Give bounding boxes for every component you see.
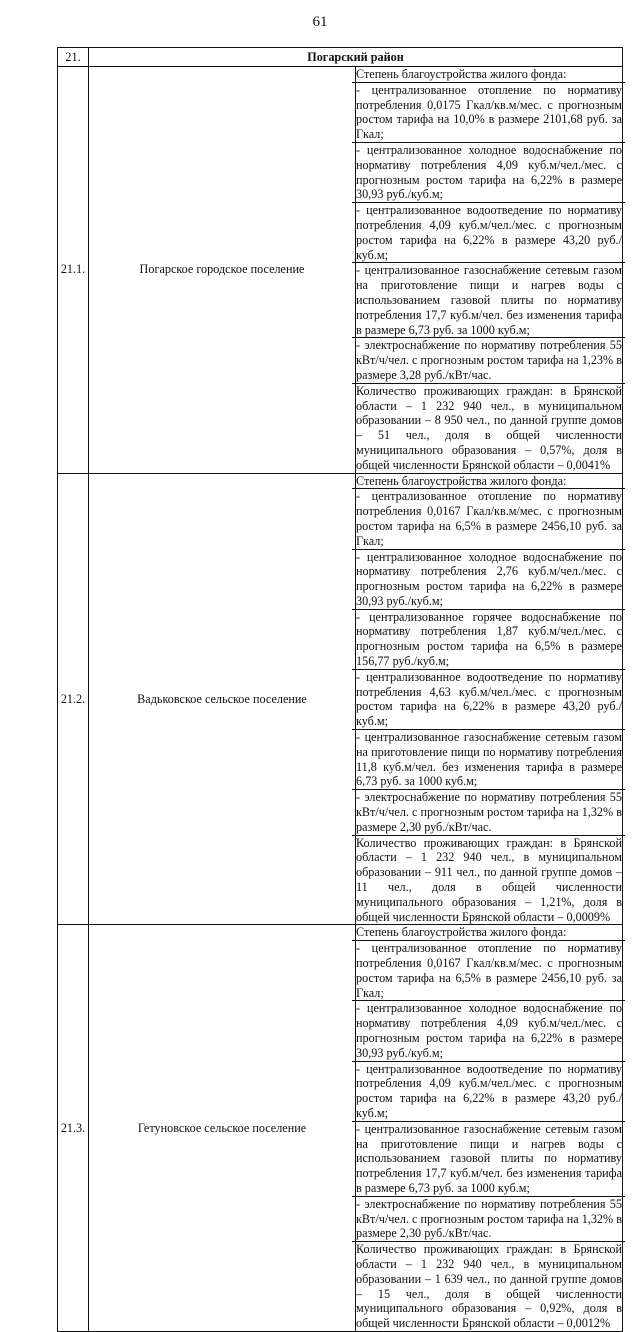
content-line: Степень благоустройства жилого фонда: — [356, 67, 567, 81]
content-line: - централизованное газоснабжение сетевым газом на приготовление пищи и нагрев воды с использованием газовой плиты по нормативу потребления 17,7 куб.м/чел. без изменения тарифа в размере 6,73 руб. за 1000 куб.м; — [352, 262, 625, 337]
content-line: Количество проживающих граждан: в Брянской области – 1 232 940 чел., в муниципальном образовании – 8 950 чел., по данной группе домов – 51 чел., доля в общей численности муниципального образования – 0,57%, доля в общей численности Брянской области – 0,0041% — [352, 383, 625, 473]
row-number: 21.1. — [58, 67, 89, 474]
content-line: - централизованное отопление по нормативу потребления 0,0167 Гкал/кв.м/мес. с прогнозным ростом тарифа на 6,5% в размере 2456,10 руб. за Гкал; — [352, 488, 625, 548]
content-line: - централизованное водоотведение по нормативу потребления 4,09 куб.м/чел./мес. с прогнозным ростом тарифа на 6,22% в размере 43,20 руб./куб.м; — [352, 202, 625, 262]
content-line: - централизованное газоснабжение сетевым газом на приготовление пищи и нагрев воды с использованием газовой плиты по нормативу потребления 17,7 куб.м/чел. без изменения тарифа в размере 6,73 руб. за 1000 куб.м; — [352, 1121, 625, 1196]
settlement-name — [89, 473, 356, 925]
content-line: - централизованное холодное водоснабжение по нормативу потребления 2,76 куб.м/чел./мес. с прогнозным ростом тарифа на 6,22% в размере 30,93 руб./куб.м; — [352, 549, 625, 609]
settlement-name-text: Гетуновское сельское поселение — [137, 1120, 307, 1135]
content-line: Степень благоустройства жилого фонда: — [356, 925, 567, 940]
content-line: - централизованное холодное водоснабжение по нормативу потребления 4,09 куб.м/чел./мес. с прогнозным ростом тарифа на 6,22% в размере 30,93 руб./куб.м; — [352, 1000, 625, 1060]
content-line: Степень благоустройства жилого фонда: — [356, 473, 567, 488]
section-title: Погарский район — [89, 48, 623, 67]
content-line: Количество проживающих граждан: в Брянской области – 1 232 940 чел., в муниципальном образовании – 911 чел., по данной группе домов – 11 чел., доля в общей численности муниципального образования – 1,21%, доля в общей численности Брянской области – 0,0009% — [352, 835, 625, 925]
content-line: - централизованное водоотведение по нормативу потребления 4,63 куб.м/чел./мес. с прогнозным ростом тарифа на 6,22% в размере 43,20 руб./куб.м; — [352, 669, 625, 729]
row-content — [356, 473, 623, 925]
content-line: - централизованное холодное водоснабжение по нормативу потребления 4,09 куб.м/чел./мес. с прогнозным ростом тарифа на 6,22% в размере 30,93 руб./куб.м; — [352, 142, 625, 202]
row-content — [356, 925, 623, 1332]
content-line: - централизованное газоснабжение сетевым газом на приготовление пищи по нормативу потребления 11,8 куб.м/чел. без изменения тарифа в размере 6,73 руб. за 1000 куб.м; — [352, 729, 625, 789]
section-number: 21. — [58, 48, 89, 67]
page-number: 61 — [312, 14, 328, 30]
settlement-name-text: Погарское городское поселение — [139, 262, 305, 277]
settlements-table — [57, 47, 623, 1332]
table-row — [58, 67, 623, 474]
table-row — [58, 925, 623, 1332]
table-row — [58, 473, 623, 925]
row-number: 21.3. — [58, 925, 89, 1332]
content-line: - централизованное отопление по нормативу потребления 0,0175 Гкал/кв.м/мес. с прогнозным ростом тарифа на 10,0% в размере 2101,68 руб. за Гкал; — [352, 82, 625, 142]
content-line: - централизованное отопление по нормативу потребления 0,0167 Гкал/кв.м/мес. с прогнозным ростом тарифа на 6,5% в размере 2456,10 руб. за Гкал; — [352, 940, 625, 1000]
content-line: - электроснабжение по нормативу потребления 55 кВт/ч/чел. с прогнозным ростом тарифа на 1,23% в размере 3,28 руб./кВт/час. — [352, 337, 625, 382]
row-number: 21.2. — [58, 473, 89, 925]
row-content — [356, 67, 623, 474]
settlement-name — [89, 925, 356, 1332]
content-line: - электроснабжение по нормативу потребления 55 кВт/ч/чел. с прогнозным ростом тарифа на 1,32% в размере 2,30 руб./кВт/час. — [352, 789, 625, 834]
settlement-name-text: Вадьковское сельское поселение — [137, 691, 307, 706]
content-line: Количество проживающих граждан: в Брянской области – 1 232 940 чел., в муниципальном образовании – 1 639 чел., по данной группе домов – 15 чел., доля в общей численности муниципального образования – 0,92%, доля в общей численности Брянской области – 0,0012% — [352, 1241, 625, 1331]
content-line: - централизованное горячее водоснабжение по нормативу потребления 1,87 куб.м/чел./мес. с прогнозным ростом тарифа на 6,5% в размере 156,77 руб./куб.м; — [352, 609, 625, 669]
content-line: - электроснабжение по нормативу потребления 55 кВт/ч/чел. с прогнозным ростом тарифа на 1,32% в размере 2,30 руб./кВт/час. — [352, 1196, 625, 1241]
settlement-name — [89, 67, 356, 474]
section-header-row — [58, 48, 623, 67]
content-line: - централизованное водоотведение по нормативу потребления 4,09 куб.м/чел./мес. с прогнозным ростом тарифа на 6,22% в размере 43,20 руб./куб.м; — [352, 1061, 625, 1121]
